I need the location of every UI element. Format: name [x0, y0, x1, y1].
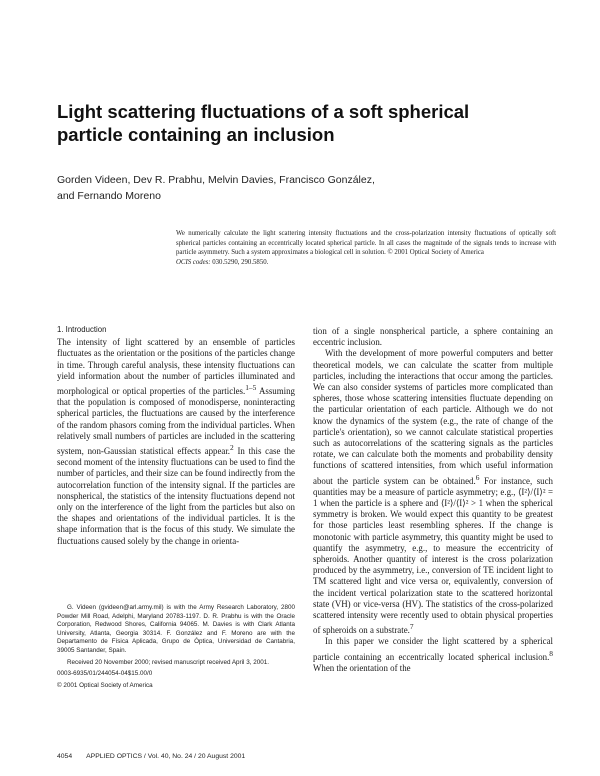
author-line-2: and Fernando Moreno	[57, 190, 161, 202]
left-column	[57, 324, 295, 547]
intro-text-g: When the orientation of the	[313, 662, 411, 673]
author-list	[57, 172, 457, 204]
copyright-note: © 2001 Optical Society of America	[57, 681, 153, 689]
intro-text-e: For instance, such quantities may be a measure of particle asymmetry; e.g., ⟨I²⟩/⟨I⟩² = 1 when the particle is a sphere and ⟨I²⟩/⟨I⟩² > 1 when the spherical symmetry is broken. We would expect this quantity to be greatest for those particles least resembling spheres. If the change is monotonic with particle asymmetry, this quantity might be used to quantify the asymmetry, e.g., to measure the eccentricity of spheroids. Another quantity of interest is the cross polarization produced by the asymmetry, i.e., conversion of TE incident light to TM scattered light and vice versa or, equivalently, conversion of the incident vertical polarization state to the scattered horizontal state (VH) or vice-versa (HV). The statistics of the cross-polarized scattered intensity were recently used to obtain physical properties of spheroids on a substrate.	[313, 475, 553, 636]
page-footer	[57, 753, 357, 760]
right-column	[313, 326, 553, 674]
abstract-text: We numerically calculate the light scattering intensity fluctuations and the cross-polarization intensity fluctuations of optically soft spherical particles containing an eccentrically located spherical particle. In all cases the magnitude of the signals tends to increase with particle asymmetry. Such a system approximates a biological cell in solution. © 2001 Optical Society of America	[176, 230, 556, 257]
intro-paragraph-1	[57, 337, 295, 547]
intro-paragraph-3	[313, 636, 553, 674]
received-note: Received 20 November 2000; revised manuscript received April 3, 2001.	[67, 658, 269, 666]
journal-info: APPLIED OPTICS / Vol. 40, No. 24 / 20 August 2001	[86, 753, 246, 760]
ocis-label: OCIS codes:	[176, 258, 211, 266]
citation: 1–5	[245, 383, 257, 393]
footnotes	[57, 604, 295, 690]
intro-text-c: In this case the second moment of the intensity fluctuations can be used to find the number of particles, and their size can be found indirectly from the autocorrelation function of the intensity signal. If the particles are nonspherical, the statistics of the intensity fluctuations depend not only on the interference of the light from the particles but also on the shapes and orientations of the individual particles. It is the shape information that is the focus of this study. We simulate the fluctuations caused solely by the change in orienta-	[57, 445, 295, 546]
ocis-values: 030.5290, 290.5850.	[212, 258, 269, 266]
section-heading: 1. Introduction	[57, 325, 107, 334]
article-title: Light scattering fluctuations of a soft spherical particle containing an inclusion	[57, 101, 470, 145]
citation: 7	[409, 622, 414, 632]
page-number: 4054	[57, 753, 73, 760]
citation: 6	[475, 472, 480, 482]
citation: 8	[549, 648, 553, 658]
intro-paragraph-2	[313, 348, 553, 636]
article-code: 0003-6935/01/244054-04$15.00/0	[57, 670, 153, 678]
intro-text-b: Assuming that the population is composed of monodisperse, noninteracting spherical particles, the fluctuations are caused by the interference of the random phasors coming from the individual particles. When relatively small numbers of particles are included in the scattering system, non-Gaussian statistical effects appear.	[57, 385, 295, 456]
citation: 2	[230, 443, 234, 452]
intro-text-f: In this paper we consider the light scattered by a spherical particle containing an eccentrically located spherical inclusion.	[313, 636, 553, 662]
author-line-1: Gorden Videen, Dev R. Prabhu, Melvin Davies, Francisco González,	[57, 174, 375, 186]
intro-text-a: The intensity of light scattered by an ensemble of particles fluctuates as the orientation or the positions of the particles change in time. Through careful analysis, these intensity fluctuations can yield information about the number of particles illuminated and morphological or optical properties of the particles.	[57, 337, 295, 396]
affiliations-note: G. Videen (gvideen@arl.army.mil) is with the Army Research Laboratory, 2800 Powder Mill Road, Adelphi, Maryland 20783-1197. D. R. Prabhu is with the Oracle Corporation, Redwood Shores, California 94065. M. Davies is with Clark Atlanta University, Atlanta, Georgia 30314. F. González and F. Moreno are with the Departamento de Física Aplicada, Grupo de Óptica, Universidad de Cantabria, 39005 Santander, Spain.	[57, 604, 295, 654]
ocis-codes	[176, 258, 556, 268]
intro-text-d: With the development of more powerful computers and better theoretical models, we can calculate the scatter from multiple particles, including the interactions that occur among the particles. We can also consider systems of particles more complicated than spheres, those whose scattering intensities fluctuate depending on the particular orientation of each particle. Although we do not know the dynamics of the system (e.g., the rate of change of the particle's orientation), so we cannot calculate statistical properties such as autocorrelations of the scattering signals as the particles rotate, we can calculate both the moments and probability density functions of scattered intensities, from which useful information about the particle system can be obtained.	[313, 348, 553, 486]
abstract	[176, 229, 556, 267]
intro-continuation: tion of a single nonspherical particle, a sphere containing an eccentric inclusion.	[313, 326, 553, 348]
